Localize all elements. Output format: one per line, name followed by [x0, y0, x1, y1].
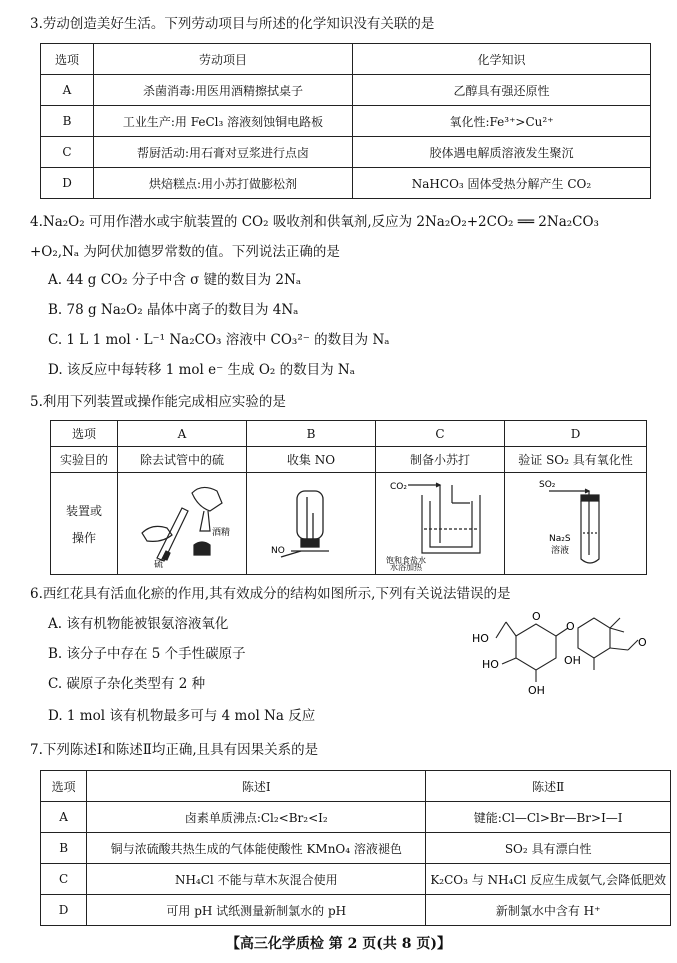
label-oh-1: OH	[528, 684, 545, 696]
purpose-a: 除去试管中的硫	[118, 447, 247, 473]
table-row	[51, 473, 647, 575]
header-d: D	[505, 421, 647, 447]
q6-title: 6.西红花具有活血化瘀的作用,其有效成分的结构如图所示,下列有关说法错误的是	[30, 586, 511, 602]
table-row	[41, 864, 671, 895]
cell-knowledge: 胶体遇电解质溶液发生聚沉	[353, 137, 651, 168]
q4-stem-line1: 4.Na₂O₂ 可用作潜水或宇航装置的 CO₂ 吸收剂和供氧剂,反应为 2Na₂O₂+2CO₂ ══ 2Na₂CO₃	[30, 214, 599, 230]
cell-option: D	[41, 895, 87, 926]
cell-statement-1: 可用 pH 试纸测量新制氯水的 pH	[87, 895, 426, 926]
purpose-b: 收集 NO	[247, 447, 376, 473]
apparatus-label	[51, 473, 118, 575]
header-statement-2: 陈述Ⅱ	[426, 771, 671, 802]
q4-option-d: D. 该反应中每转移 1 mol e⁻ 生成 O₂ 的数目为 Nₐ	[48, 362, 355, 378]
cell-option: A	[41, 802, 87, 833]
cell-statement-2: 键能:Cl—Cl>Br—Br>I—I	[426, 802, 671, 833]
table-row	[51, 447, 647, 473]
apparatus-d-diagram	[509, 473, 643, 571]
cell-option: D	[41, 168, 94, 199]
header-labor: 劳动项目	[94, 44, 353, 75]
q4-option-a: A. 44 g CO₂ 分子中含 σ 键的数目为 2Nₐ	[48, 272, 302, 288]
table-row	[41, 833, 671, 864]
apparatus-label-line2: 操作	[71, 530, 96, 545]
label-aldehyde-o: O	[638, 636, 647, 649]
table-header-row	[41, 44, 651, 75]
table-row	[41, 168, 651, 199]
label-oh-2: OH	[564, 654, 581, 667]
q4-option-c: C. 1 L 1 mol · L⁻¹ Na₂CO₃ 溶液中 CO₃²⁻ 的数目为 Nₐ	[48, 332, 390, 348]
header-option: 选项	[51, 421, 118, 447]
table-row	[41, 137, 651, 168]
cell-knowledge: 乙醇具有强还原性	[353, 75, 651, 106]
cell-option: A	[41, 75, 94, 106]
cell-labor: 杀菌消毒:用医用酒精擦拭桌子	[94, 75, 353, 106]
q4-option-b: B. 78 g Na₂O₂ 晶体中离子的数目为 4Nₐ	[48, 302, 299, 318]
cell-statement-1: NH₄Cl 不能与草木灰混合使用	[87, 864, 426, 895]
label-brine: 饱和食盐水	[386, 556, 426, 565]
q4-stem-line2: +O₂,Nₐ 为阿伏加德罗常数的值。下列说法正确的是	[30, 244, 340, 260]
header-option: 选项	[41, 44, 94, 75]
label-no: NO	[271, 546, 285, 556]
apparatus-c	[376, 473, 505, 575]
purpose-d: 验证 SO₂ 具有氧化性	[505, 447, 647, 473]
label-ring-o: O	[532, 610, 541, 623]
q6-option-d: D. 1 mol 该有机物最多可与 4 mol Na 反应	[48, 708, 316, 724]
cell-labor: 烘焙糕点:用小苏打做膨松剂	[94, 168, 353, 199]
q6-option-b: B. 该分子中存在 5 个手性碳原子	[48, 646, 246, 662]
label-alcohol: 酒精	[212, 528, 231, 538]
cell-option: B	[41, 106, 94, 137]
q5-table	[50, 420, 647, 575]
q6-option-c: C. 碳原子杂化类型有 2 种	[48, 676, 206, 692]
apparatus-c-diagram	[380, 473, 500, 571]
table-row	[41, 75, 651, 106]
purpose-label: 实验目的	[51, 447, 118, 473]
table-row	[41, 895, 671, 926]
label-water-bath: 水浴加热	[390, 563, 422, 571]
table-header-row	[51, 421, 647, 447]
header-statement-1: 陈述Ⅰ	[87, 771, 426, 802]
cell-option: C	[41, 137, 94, 168]
cell-statement-1: 铜与浓硫酸共热生成的气体能使酸性 KMnO₄ 溶液褪色	[87, 833, 426, 864]
page-footer: 【高三化学质检 第 2 页(共 8 页)】	[225, 936, 452, 952]
header-option: 选项	[41, 771, 87, 802]
cell-statement-2: 新制氯水中含有 H⁺	[426, 895, 671, 926]
cell-knowledge: NaHCO₃ 固体受热分解产生 CO₂	[353, 168, 651, 199]
cell-statement-1: 卤素单质沸点:Cl₂<Br₂<I₂	[87, 802, 426, 833]
apparatus-b	[247, 473, 376, 575]
q6-option-a: A. 该有机物能被银氨溶液氧化	[48, 616, 229, 632]
cell-labor: 帮厨活动:用石膏对豆浆进行点卤	[94, 137, 353, 168]
table-header-row	[41, 771, 671, 802]
q5-title: 5.利用下列装置或操作能完成相应实验的是	[30, 394, 286, 410]
q7-title: 7.下列陈述Ⅰ和陈述Ⅱ均正确,且具有因果关系的是	[30, 742, 319, 758]
q3-title: 3.劳动创造美好生活。下列劳动项目与所述的化学知识没有关联的是	[30, 16, 435, 32]
header-c: C	[376, 421, 505, 447]
apparatus-d	[505, 473, 647, 575]
cell-labor: 工业生产:用 FeCl₃ 溶液刻蚀铜电路板	[94, 106, 353, 137]
header-knowledge: 化学知识	[353, 44, 651, 75]
apparatus-a-diagram	[122, 473, 242, 571]
purpose-c: 制备小苏打	[376, 447, 505, 473]
label-sulfur: 硫	[154, 560, 164, 570]
label-ether-o: O	[566, 620, 575, 633]
label-co2: CO₂	[390, 482, 407, 492]
label-solution: 溶液	[550, 546, 569, 556]
table-row	[41, 802, 671, 833]
label-ho-1: HO	[472, 632, 489, 645]
q7-table	[40, 770, 671, 926]
apparatus-b-diagram	[251, 473, 371, 571]
apparatus-label-line1: 装置或	[65, 503, 102, 518]
crocin-structure	[468, 606, 668, 696]
label-ho-2: HO	[482, 658, 499, 671]
cell-option: C	[41, 864, 87, 895]
header-a: A	[118, 421, 247, 447]
apparatus-a	[118, 473, 247, 575]
table-row	[41, 106, 651, 137]
cell-knowledge: 氧化性:Fe³⁺>Cu²⁺	[353, 106, 651, 137]
label-so2: SO₂	[538, 480, 555, 490]
cell-statement-2: K₂CO₃ 与 NH₄Cl 反应生成氨气,会降低肥效	[426, 864, 671, 895]
cell-option: B	[41, 833, 87, 864]
q3-table	[40, 43, 651, 199]
cell-statement-2: SO₂ 具有漂白性	[426, 833, 671, 864]
header-b: B	[247, 421, 376, 447]
label-na2s: Na₂S	[548, 534, 571, 544]
